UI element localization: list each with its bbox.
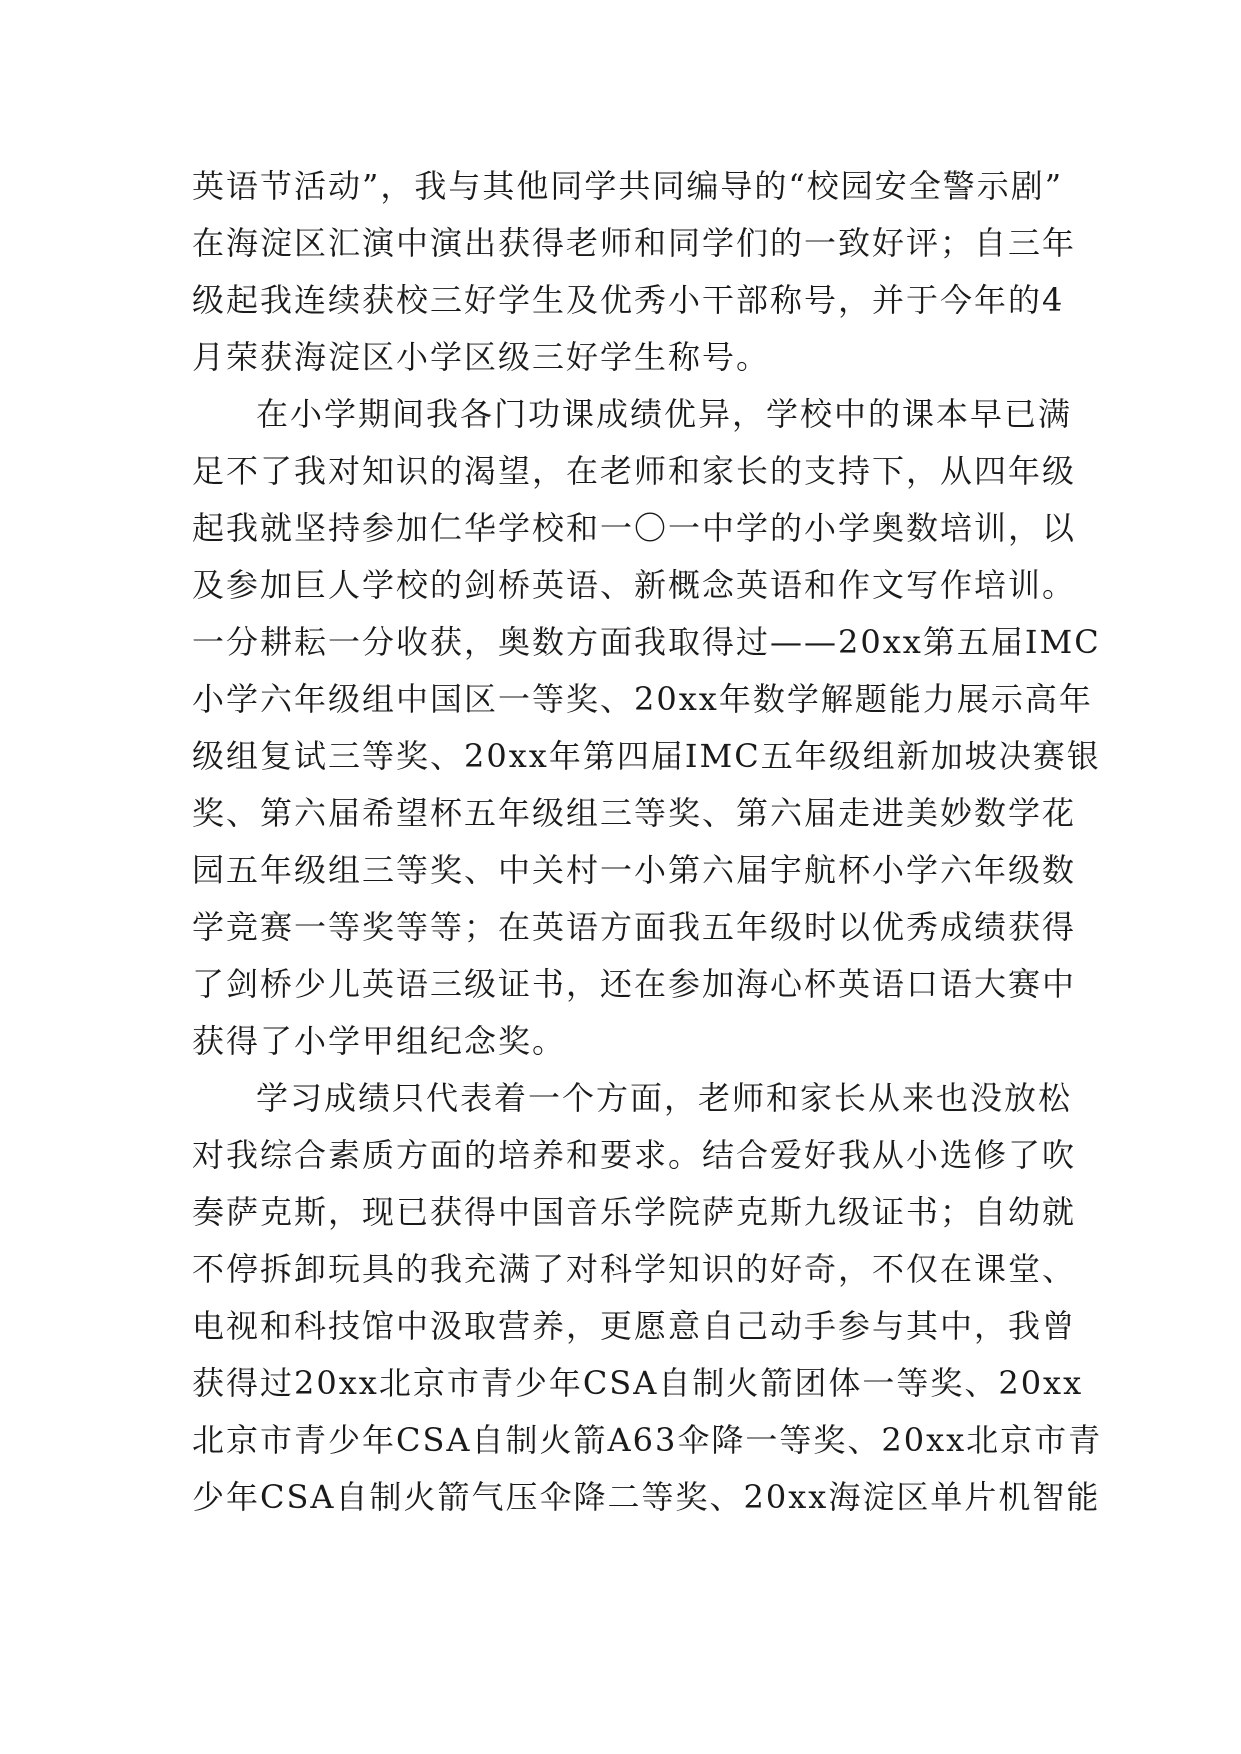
paragraph-first-line: 在小学期间我各门功课成绩优异，学校中的课本早已满 [256, 395, 1073, 433]
text-line: 在海淀区汇演中演出获得老师和同学们的一致好评；自三年 [192, 224, 1077, 262]
text-line: 园五年级组三等奖、中关村一小第六届宇航杯小学六年级数 [192, 851, 1077, 889]
text-line: 奏萨克斯，现已获得中国音乐学院萨克斯九级证书；自幼就 [192, 1193, 1077, 1231]
text-line: 英语节活动”，我与其他同学共同编导的“校园安全警示剧” [192, 167, 1064, 205]
text-line: 获得了小学甲组纪念奖。 [192, 1022, 567, 1060]
text-line: 北京市青少年CSA自制火箭A63伞降一等奖、20xx北京市青 [192, 1421, 1103, 1459]
text-line: 级起我连续获校三好学生及优秀小干部称号，并于今年的4 [192, 281, 1065, 319]
text-line: 对我综合素质方面的培养和要求。结合爱好我从小选修了吹 [192, 1136, 1077, 1174]
paragraph-first-line: 学习成绩只代表着一个方面，老师和家长从来也没放松 [256, 1079, 1073, 1117]
text-line: 获得过20xx北京市青少年CSA自制火箭团体一等奖、20xx [192, 1364, 1084, 1402]
text-line: 足不了我对知识的渴望，在老师和家长的支持下，从四年级 [192, 452, 1077, 490]
text-line: 不停拆卸玩具的我充满了对科学知识的好奇，不仅在课堂、 [192, 1250, 1077, 1288]
text-line: 起我就坚持参加仁华学校和一〇一中学的小学奥数培训，以 [192, 509, 1077, 547]
text-line: 奖、第六届希望杯五年级组三等奖、第六届走进美妙数学花 [192, 794, 1077, 832]
text-line: 少年CSA自制火箭气压伞降二等奖、20xx海淀区单片机智能 [192, 1478, 1101, 1516]
text-line: 一分耕耘一分收获，奥数方面我取得过——20xx第五届IMC [192, 623, 1101, 661]
text-line: 月荣获海淀区小学区级三好学生称号。 [192, 338, 771, 376]
text-line: 电视和科技馆中汲取营养，更愿意自己动手参与其中，我曾 [192, 1307, 1077, 1345]
text-line: 级组复试三等奖、20xx年第四届IMC五年级组新加坡决赛银 [192, 737, 1101, 775]
text-line: 及参加巨人学校的剑桥英语、新概念英语和作文写作培训。 [192, 566, 1077, 604]
text-line: 学竞赛一等奖等等；在英语方面我五年级时以优秀成绩获得 [192, 908, 1077, 946]
document-body [192, 158, 1103, 1526]
text-line: 了剑桥少儿英语三级证书，还在参加海心杯英语口语大赛中 [192, 965, 1077, 1003]
text-line: 小学六年级组中国区一等奖、20xx年数学解题能力展示高年 [192, 680, 1093, 718]
